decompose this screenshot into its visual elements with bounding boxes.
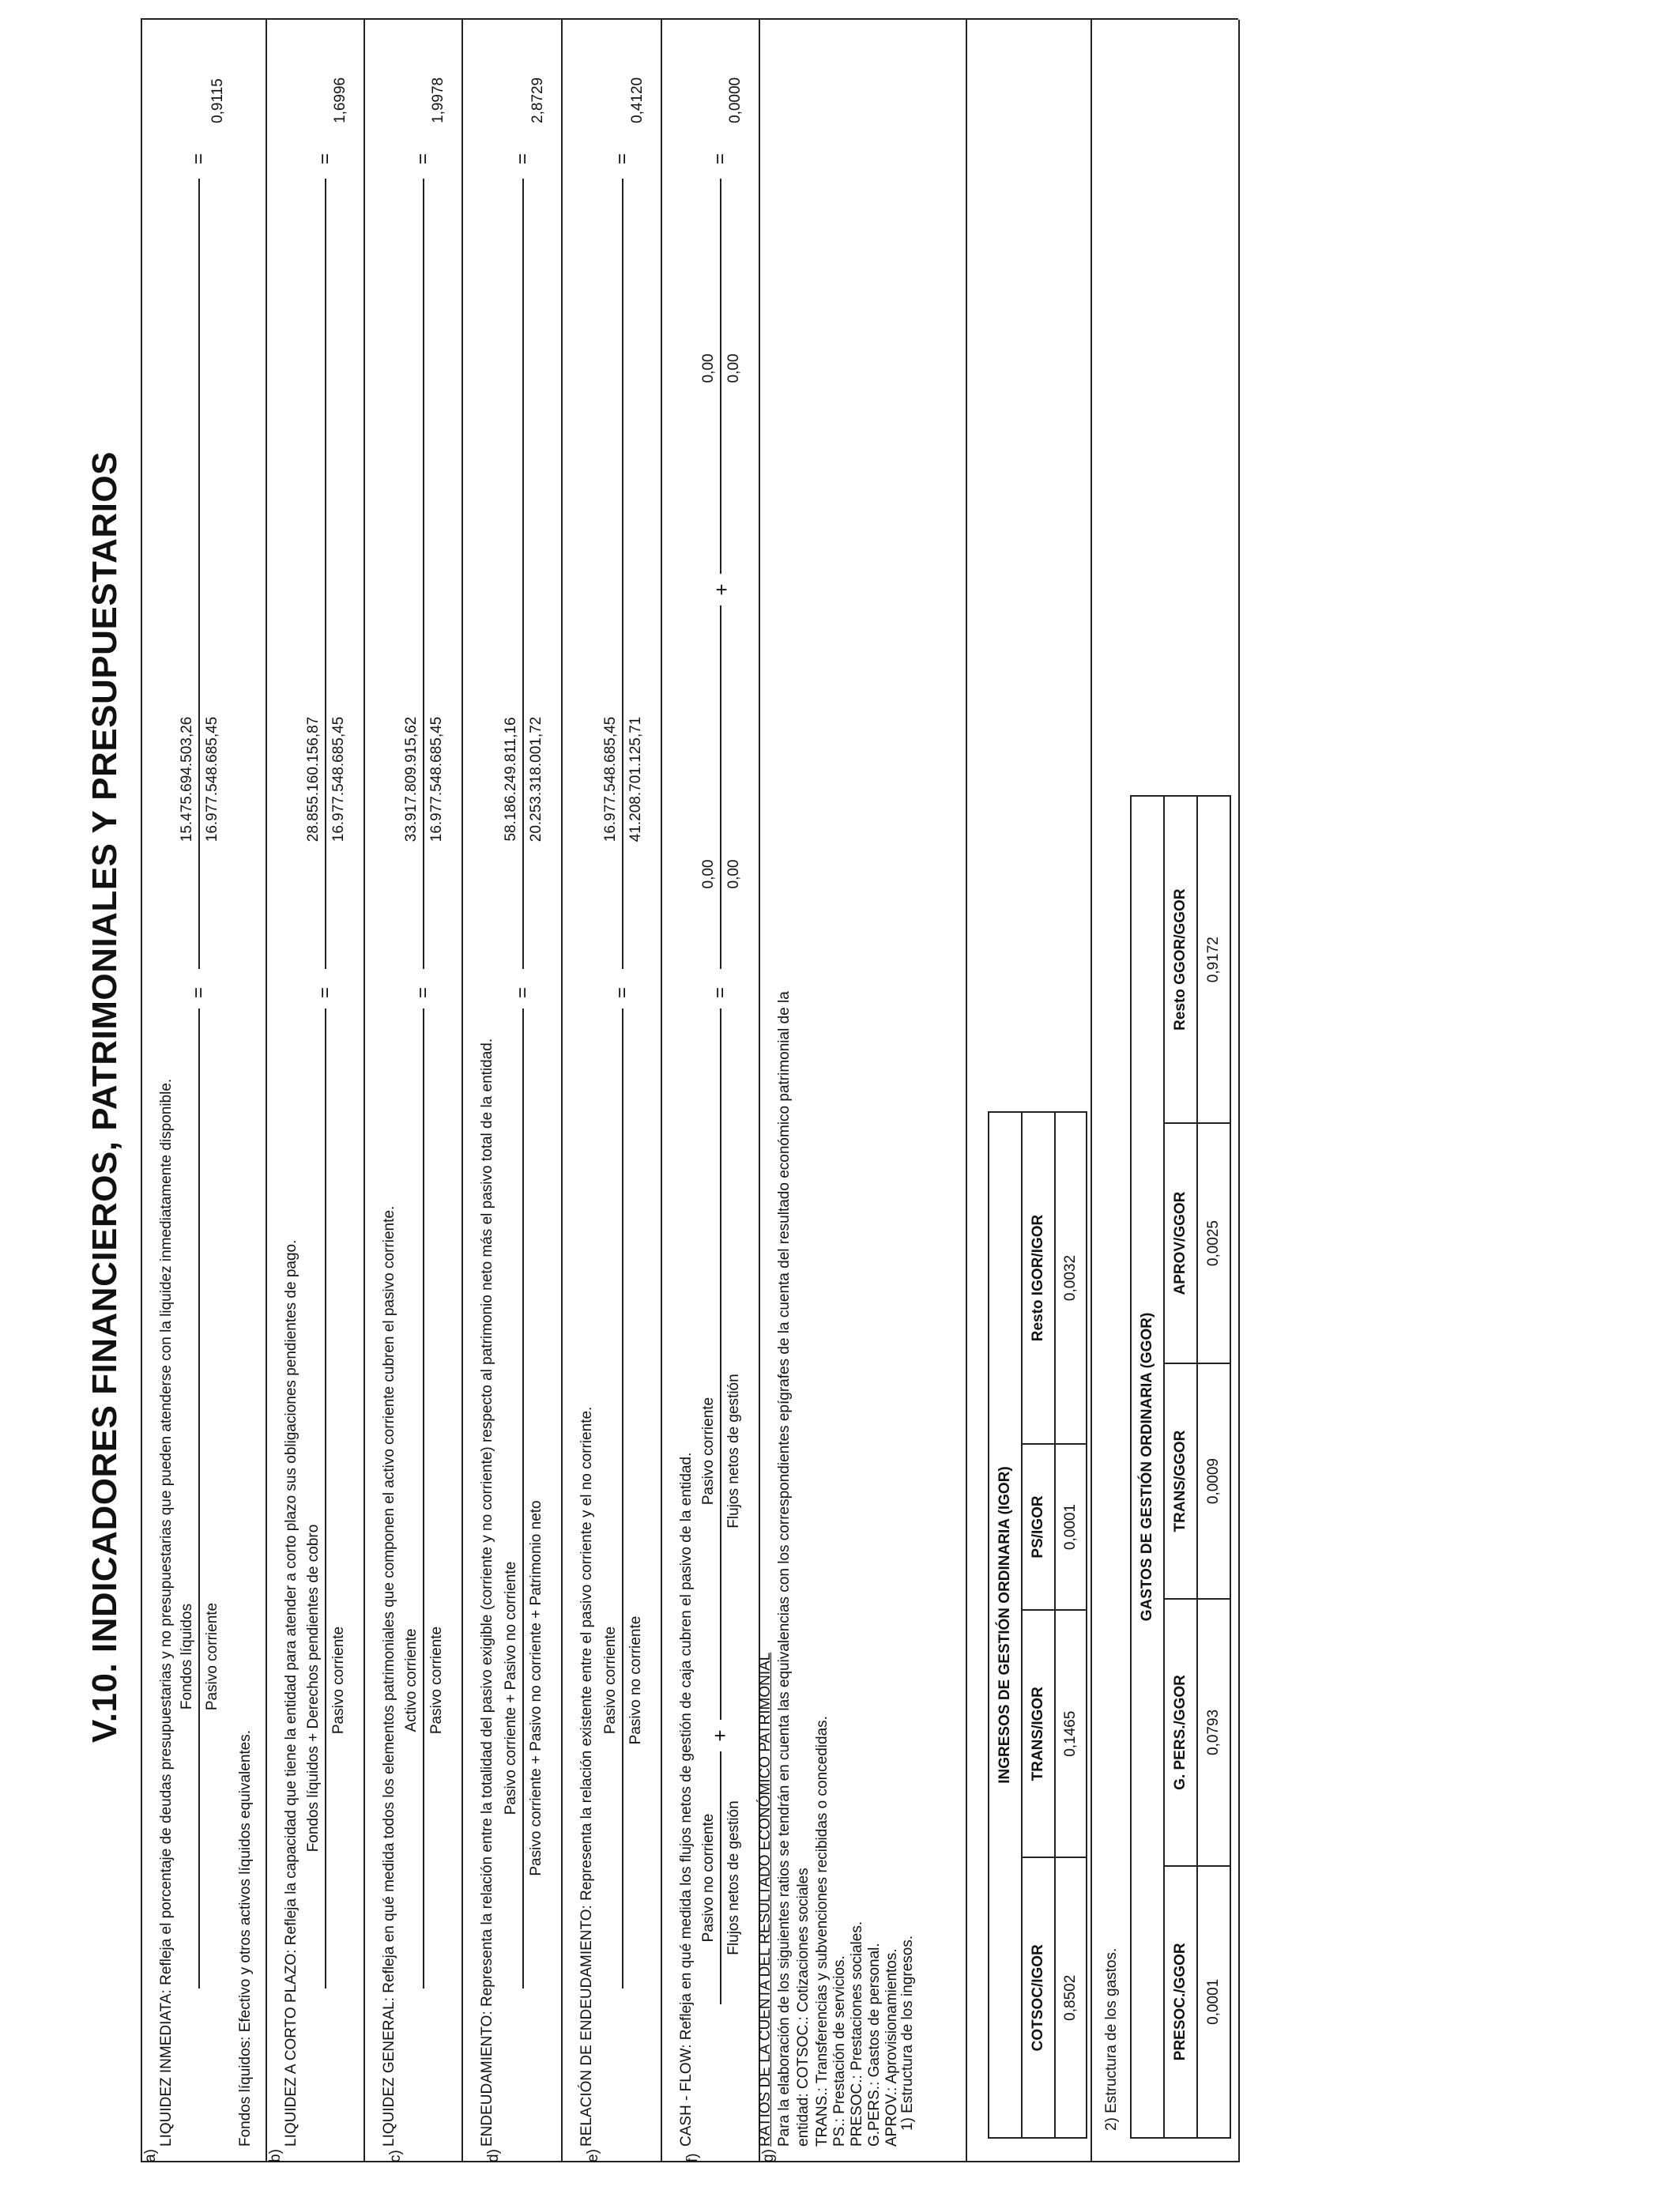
separator-cd (461, 20, 463, 2162)
fraction-bar-values (522, 179, 524, 969)
definition-line: PS.: Prestación de servicios. (831, 1955, 848, 2147)
numerator-value: 58.186.249.811,16 (503, 717, 519, 842)
numerator-label: Pasivo corriente + Pasivo no corriente (503, 1561, 519, 1815)
ratio-result: 0,0000 (727, 77, 744, 123)
fraction-bar (198, 1008, 200, 1989)
separator-bc (363, 20, 365, 2162)
separator-g1 (966, 20, 967, 2162)
table-value-cell: 0,0032 (1055, 1112, 1087, 1444)
ratio-result: 0,9115 (209, 78, 226, 123)
denominator-value: 16.977.548.685,45 (330, 716, 347, 843)
subheading-ingresos: 1) Estructura de los ingresos. (899, 1935, 916, 2131)
section-description: CASH - FLOW: Refleja en qué medida los flujos netos de gestión de caja cubren el pasivo de la entidad. (678, 1452, 695, 2147)
subheading-gastos: 2) Estructura de los gastos. (1103, 1947, 1120, 2131)
table-value-cell: 0,9172 (1197, 796, 1230, 1123)
fraction-bar-values (720, 179, 721, 574)
table-value-cell: 0,0001 (1055, 1444, 1087, 1610)
numerator-label: Pasivo no corriente (700, 1813, 717, 1943)
gastos-table-title: GASTOS DE GESTIÓN ORDINARIA (GGOR) (1131, 796, 1164, 2138)
fraction-bar (325, 1008, 326, 1989)
denominator-value: 20.253.318.001,72 (528, 716, 544, 843)
numerator-value: 33.917.809.915,62 (403, 716, 420, 843)
frame-right (141, 18, 1238, 20)
denominator-value: 16.977.548.685,45 (428, 716, 445, 843)
fraction-bar-values (622, 179, 623, 969)
ratio-result: 1,6996 (332, 77, 348, 123)
section-letter: b) (267, 2149, 284, 2162)
separator-ab (266, 20, 267, 2162)
numerator-value: 15.475.694.503,26 (179, 716, 195, 843)
equals-sign: = (512, 153, 533, 165)
denominator-label: Pasivo no corriente (627, 1615, 644, 1745)
ingresos-table-title: INGRESOS DE GESTIÓN ORDINARIA (IGOR) (989, 1112, 1022, 2138)
separator-ef (661, 20, 662, 2162)
table-value-cell: 0,0025 (1197, 1123, 1230, 1363)
equals-sign: = (315, 153, 336, 165)
section-letter: a) (142, 2149, 159, 2162)
table-value-cell: 0,8502 (1055, 1858, 1087, 2139)
denominator-label: Pasivo corriente (330, 1626, 347, 1735)
denominator-value: 41.208.701.125,71 (627, 716, 644, 843)
fraction-bar (522, 1008, 524, 1989)
table-header-cell: PS/IGOR (1022, 1444, 1055, 1610)
page-title: V.10. INDICADORES FINANCIEROS, PATRIMONIALES Y PRESUPUESTARIOS (85, 451, 124, 1744)
separator-g2 (1090, 20, 1092, 2162)
fraction-bar (622, 1008, 623, 1989)
section-description: ENDEUDAMIENTO: Representa la relación entre la totalidad del pasivo exigible (corriente y no corriente) respecto al patrimonio neto más el pasivo total de la entidad. (479, 1038, 495, 2147)
numerator-label: Pasivo corriente (700, 1397, 717, 1506)
section-description: LIQUIDEZ INMEDIATA: Refleja el porcentaje de deudas presupuestarias y no presupuestarias que pueden atenderse con la liquidez inmediatamente disponible. (158, 1078, 175, 2147)
numerator-value: 28.855.160.156,87 (305, 716, 322, 843)
section-letter: g) (760, 2149, 777, 2162)
numerator-label: Pasivo corriente (602, 1626, 619, 1735)
frame-bottom (1238, 20, 1240, 2162)
fraction-bar (720, 1008, 721, 1720)
section-description: RELACIÓN DE ENDEUDAMIENTO: Representa la relación existente entre el pasivo corriente y el no corriente. (578, 1406, 595, 2147)
fraction-bar (720, 1751, 721, 2004)
section-letter: e) (585, 2149, 601, 2162)
numerator-label: Fondos líquidos (179, 1603, 195, 1710)
equals-sign: = (412, 153, 434, 165)
equals-sign: = (315, 987, 336, 999)
equals-sign: = (188, 987, 209, 999)
equals-sign: = (188, 153, 209, 165)
equals-sign: = (412, 987, 434, 999)
fraction-bar-values (325, 179, 326, 969)
section-description: LIQUIDEZ GENERAL: Refleja en qué medida todos los elementos patrimoniales que componen el activo corriente cubren el pasivo corriente. (381, 1205, 397, 2147)
intro-line: Para la elaboración de los siguientes ratios se tendrán en cuenta las equivalencias con los correspondientes epígrafes de la cuenta del resultado económico patrimonial de la (776, 991, 793, 2147)
denominator-label: Pasivo corriente (428, 1626, 445, 1735)
denominator-label: Pasivo corriente (204, 1602, 220, 1711)
numerator-label: Activo corriente (403, 1628, 420, 1732)
ratio-result: 2,8729 (529, 77, 546, 123)
table-value-cell: 0,0009 (1197, 1363, 1230, 1600)
definition-line: PRESOC.: Prestaciones sociales. (849, 1921, 865, 2147)
table-value-cell: 0,0001 (1197, 1866, 1230, 2138)
frame-top (141, 20, 142, 2162)
denominator-label: Flujos netos de gestión (725, 1374, 742, 1529)
table-header-cell: G. PERS./GGOR (1164, 1599, 1197, 1865)
table-value-cell: 0,1465 (1055, 1610, 1087, 1858)
fraction-bar-values (423, 179, 424, 969)
fraction-bar (423, 1008, 424, 1989)
equals-sign: = (512, 987, 533, 999)
section-note: Fondos líquidos: Efectivo y otros activos líquidos equivalentes. (237, 1729, 254, 2147)
numerator-label: Fondos líquidos + Derechos pendientes de cobro (305, 1524, 322, 1853)
section-letter: c) (387, 2150, 404, 2162)
definition-line: G.PERS.: Gastos de personal. (866, 1943, 883, 2147)
table-header-cell: TRANS/IGOR (1022, 1610, 1055, 1858)
section-heading: RATIOS DE LA CUENTA DEL RESULTADO ECONÓMICO PATRIMONIAL (757, 1652, 774, 2147)
definition-line: APROV.: Aprovisionamientos. (883, 1948, 900, 2147)
table-header-cell: Resto IGOR/IGOR (1022, 1112, 1055, 1444)
section-description: LIQUIDEZ A CORTO PLAZO: Refleja la capacidad que tiene la entidad para atender a corto plazo sus obligaciones pendientes de pago. (283, 1239, 299, 2147)
table-header-cell: Resto GGOR/GGOR (1164, 796, 1197, 1123)
table-header-cell: PRESOC./GGOR (1164, 1866, 1197, 2138)
intro-line: entidad: COTSOC.: Cotizaciones sociales (795, 1868, 812, 2147)
fraction-bar-values (198, 179, 200, 969)
equals-sign: = (710, 153, 731, 165)
table-header-cell: COTSOC/IGOR (1022, 1858, 1055, 2139)
ingresos-table (988, 1111, 1087, 2139)
table-header-cell: TRANS/GGOR (1164, 1363, 1197, 1600)
equals-sign: = (710, 987, 731, 999)
equals-sign: = (612, 987, 633, 999)
denominator-label: Flujos netos de gestión (725, 1800, 742, 1955)
plus-sign: + (708, 1729, 732, 1742)
separator-de (561, 20, 563, 2162)
equals-sign: = (612, 153, 633, 165)
fraction-bar-values (720, 605, 721, 969)
ratio-result: 0,4120 (629, 77, 646, 123)
denominator-value: 16.977.548.685,45 (204, 716, 220, 843)
gastos-table (1130, 795, 1231, 2139)
denominator-label: Pasivo corriente + Pasivo no corriente + Patrimonio neto (528, 1500, 544, 1876)
plus-sign: + (710, 583, 733, 596)
definition-line: TRANS.: Transferencias y subvenciones recibidas o concedidas. (814, 1716, 831, 2147)
denominator-value: 0,00 (725, 353, 742, 383)
ratio-result: 1,9978 (430, 77, 446, 123)
table-header-cell: APROV/GGOR (1164, 1123, 1197, 1363)
section-letter: f) (684, 2153, 701, 2162)
numerator-value: 0,00 (700, 859, 717, 889)
table-value-cell: 0,0793 (1197, 1599, 1230, 1865)
numerator-value: 16.977.548.685,45 (602, 716, 619, 843)
section-letter: d) (485, 2149, 502, 2162)
numerator-value: 0,00 (700, 353, 717, 383)
denominator-value: 0,00 (725, 859, 742, 889)
